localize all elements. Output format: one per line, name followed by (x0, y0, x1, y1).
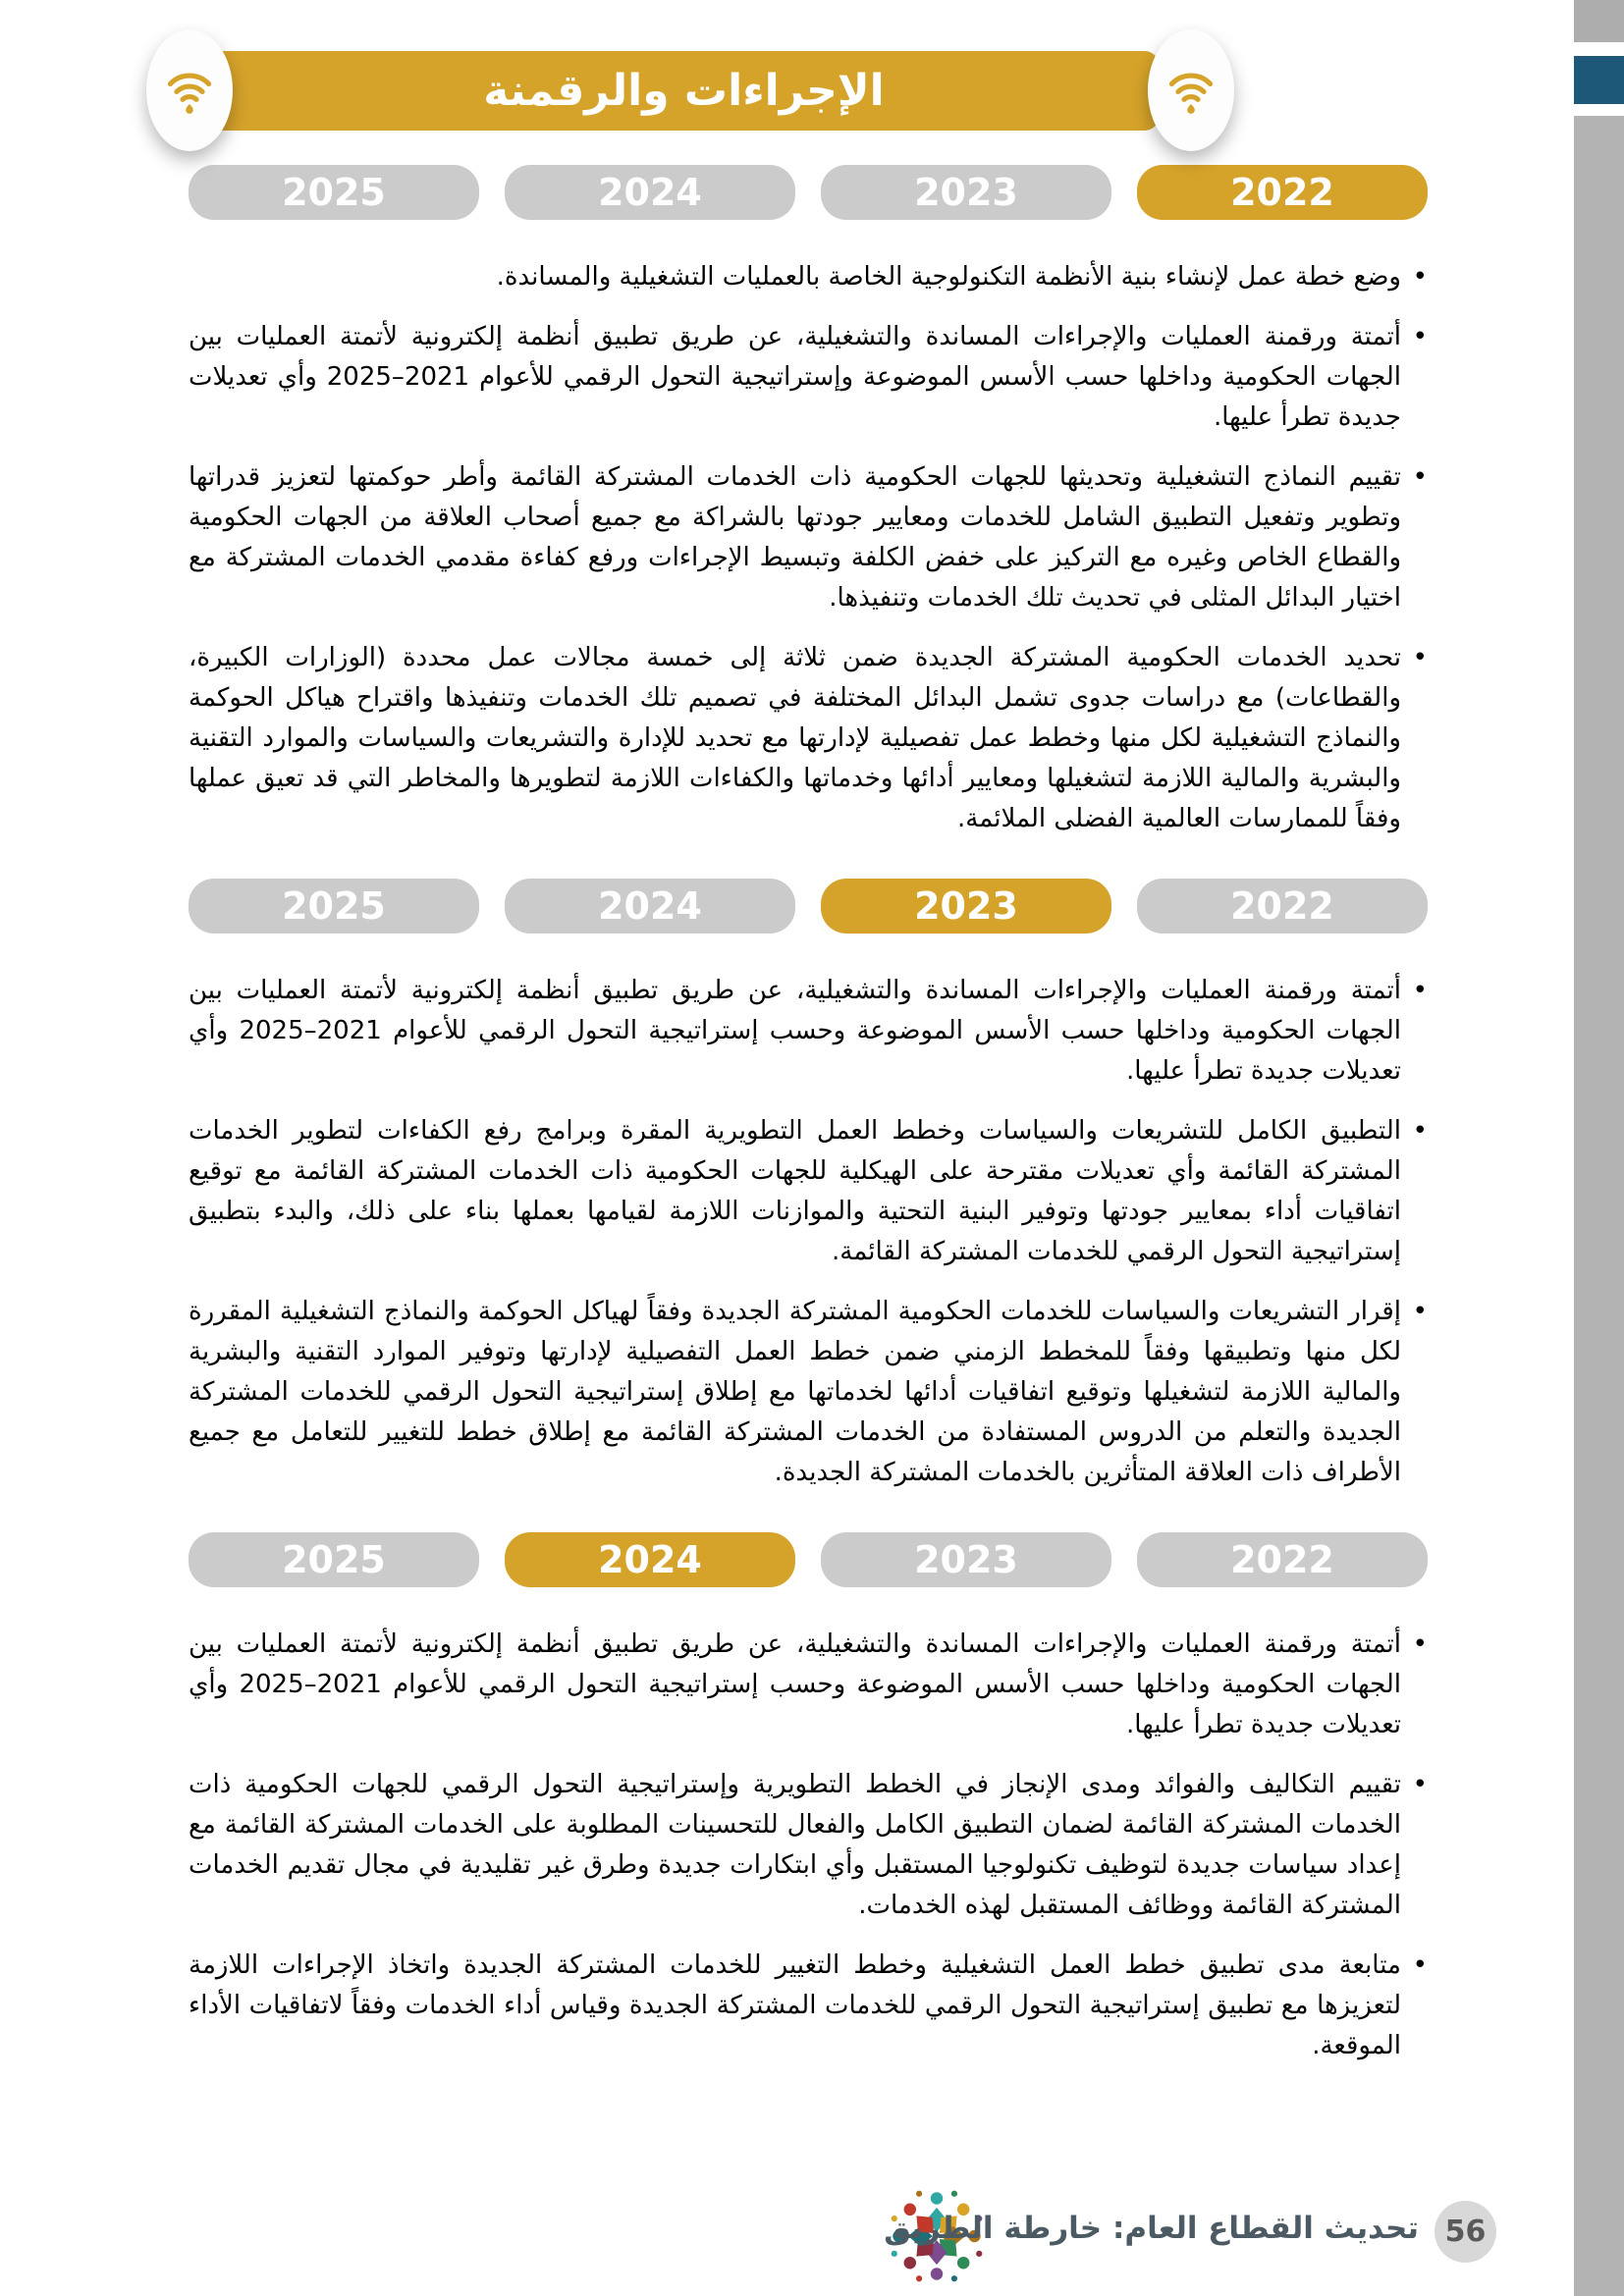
bullet-text: تقييم النماذج التشغيلية وتحديثها للجهات الحكومية ذات الخدمات المشتركة القائمة وأطر حوكمتها لتعزيز قدراتها وتطوير وتفعيل التطبيق الشامل للخدمات ومعايير جودتها بالشراكة مع جميع أصحاب العلاقة من الجهات الحكومية والقطاع الخاص وغيره مع التركيز على خفض الكلفة وتبسيط الإجراءات ورفع كفاءة مقدمي الخدمات المشتركة مع اختيار البدائل المثلى في تحديث تلك الخدمات وتنفيذها. (189, 462, 1401, 613)
year-section (189, 879, 1428, 1493)
bullet-text: إقرار التشريعات والسياسات للخدمات الحكومية المشتركة الجديدة وفقاً لهياكل الحوكمة والنماذج التشغيلية المقررة لكل منها وتطبيقها وفقاً للمخطط الزمني ضمن خطط العمل التفصيلية لإدارتها وتوفير الموارد التقنية والبشرية والمالية اللازمة لتشغيلها وتوقيع اتفاقيات أدائها لخدماتها مع إطلاق إستراتيجية التحول الرقمي للخدمات المشتركة الجديدة والتعلم من الدروس المستفادة من الخدمات المشتركة القائمة مع إطلاق خطط للتغيير للتعامل مع جميع الأطراف ذات العلاقة المتأثرين بالخدمات المشتركة الجديدة. (189, 1297, 1401, 1487)
bullet-text: أتمتة ورقمنة العمليات والإجراءات المساندة والتشغيلية، عن طريق تطبيق أنظمة إلكترونية لأتمتة العمليات بين الجهات الحكومية وداخلها حسب الأسس الموضوعة وحسب إستراتيجية التحول الرقمي للأعوام 2021–2025 وأي تعديلات جديدة تطرأ عليها. (189, 1629, 1401, 1739)
year-tab-2023-active: 2023 (821, 879, 1111, 934)
bullet-item (189, 257, 1428, 297)
bullet-item (189, 457, 1428, 618)
footer-title: تحديث القطاع العام: خارطة الطريق (884, 2211, 1419, 2246)
bullet-dot: • (1412, 322, 1428, 351)
year-tab-2025: 2025 (189, 165, 479, 220)
bullet-text: تحديد الخدمات الحكومية المشتركة الجديدة ضمن ثلاثة إلى خمسة مجالات عمل محددة (الوزارات الكبيرة، والقطاعات) مع دراسات جدوى تشمل البدائل المختلفة في تصميم تلك الخدمات وتنفيذها واقتراح هياكل الحوكمة والنماذج التشغيلية لكل منها وخطط عمل تفصيلية لإدارتها مع تحديد للإدارة والتشريعات والسياسات والموارد التقنية والبشرية والمالية اللازمة لتشغيلها ومعايير أدائها وخدماتها والكفاءات اللازمة لتطويرها والمخاطر التي قد تعيق عملها وفقاً للممارسات العالمية الفضلى الملائمة. (189, 643, 1401, 833)
bullet-dot: • (1412, 1297, 1428, 1326)
header-banner (209, 51, 1159, 131)
bullet-item (189, 1292, 1428, 1493)
year-tab-2022: 2022 (1137, 879, 1428, 934)
bullet-text: أتمتة ورقمنة العمليات والإجراءات المساندة والتشغيلية، عن طريق تطبيق أنظمة إلكترونية لأتمتة العمليات بين الجهات الحكومية وداخلها حسب الأسس الموضوعة وإستراتيجية التحول الرقمي للأعوام 2021–2025 وأي تعديلات جديدة تطرأ عليها. (189, 322, 1402, 432)
bullet-text: وضع خطة عمل لإنشاء بنية الأنظمة التكنولوجية الخاصة بالعمليات التشغيلية والمساندة. (496, 262, 1401, 292)
wifi-icon (146, 29, 233, 151)
bullet-text: أتمتة ورقمنة العمليات والإجراءات المساندة والتشغيلية، عن طريق تطبيق أنظمة إلكترونية لأتمتة العمليات بين الجهات الحكومية وداخلها حسب الأسس الموضوعة وحسب إستراتيجية التحول الرقمي للأعوام 2021–2025 وأي تعديلات جديدة تطرأ عليها. (189, 976, 1401, 1086)
year-tab-2023: 2023 (821, 165, 1111, 220)
year-tab-2025: 2025 (189, 1532, 479, 1587)
bullet-item (189, 317, 1428, 438)
side-accent-gray-bar (1574, 116, 1624, 2296)
bullet-text: التطبيق الكامل للتشريعات والسياسات وخطط العمل التطويرية المقرة وبرامج رفع الكفاءات لتطوير الخدمات المشتركة القائمة وأي تعديلات مقترحة على الهيكلية للجهات الحكومية ذات الخدمات المشتركة القائمة مع توقيع اتفاقيات أداء بمعايير جودتها وتوفير البنية التحتية والموازنات اللازمة لقيامها بعملها بناء على ذلك، والبدء بتطبيق إستراتيجية التحول الرقمي للخدمات المشتركة القائمة. (189, 1116, 1401, 1266)
bullet-dot: • (1412, 1770, 1428, 1799)
year-tab-2023: 2023 (821, 1532, 1111, 1587)
year-tab-2022: 2022 (1137, 1532, 1428, 1587)
bullet-dot: • (1412, 1116, 1428, 1146)
bullet-dot: • (1412, 462, 1428, 492)
bullet-item (189, 1946, 1428, 2066)
wifi-icon (1148, 29, 1234, 151)
bullet-dot: • (1412, 976, 1428, 1005)
bullet-dot: • (1412, 643, 1428, 672)
page-number-badge: 56 (1435, 2201, 1496, 2263)
year-tab-2024-active: 2024 (505, 1532, 795, 1587)
year-section (189, 165, 1428, 839)
bullet-text: متابعة مدى تطبيق خطط العمل التشغيلية وخطط التغيير للخدمات المشتركة الجديدة واتخاذ الإجراءات اللازمة لتعزيزها مع تطبيق إستراتيجية التحول الرقمي للخدمات المشتركة الجديدة وقياس أداء الخدمات وفقاً لاتفاقيات الأداء الموقعة. (189, 1950, 1401, 2060)
side-accent-blue (1574, 56, 1624, 104)
year-tabs-row (189, 1532, 1428, 1587)
year-tabs-row (189, 879, 1428, 934)
year-tab-2024: 2024 (505, 879, 795, 934)
content-area (189, 165, 1428, 2106)
year-tab-2024: 2024 (505, 165, 795, 220)
bullet-dot: • (1412, 1950, 1428, 1980)
bullet-dot: • (1412, 262, 1428, 292)
year-tab-2025: 2025 (189, 879, 479, 934)
bullet-dot: • (1412, 1629, 1428, 1659)
page-title: الإجراءات والرقمنة (483, 66, 885, 116)
bullet-item (189, 1765, 1428, 1926)
year-tabs-row (189, 165, 1428, 220)
bullet-item (189, 971, 1428, 1092)
year-section (189, 1532, 1428, 2066)
bullet-item (189, 638, 1428, 839)
bullet-text: تقييم التكاليف والفوائد ومدى الإنجاز في الخطط التطويرية وإستراتيجية التحول الرقمي للجهات الحكومية ذات الخدمات المشتركة القائمة لضمان التطبيق الكامل والفعال للتحسينات المطلوبة على الخدمات المشتركة القائمة مع إعداد سياسات جديدة لتوظيف تكنولوجيا المستقبل وأي ابتكارات جديدة وطرق غير تقليدية في مجال تقديم الخدمات المشتركة القائمة ووظائف المستقبل لهذه الخدمات. (189, 1770, 1401, 1920)
side-accent-gray-top (1574, 0, 1624, 42)
bullet-item (189, 1111, 1428, 1272)
bullet-item (189, 1625, 1428, 1745)
year-tab-2022-active: 2022 (1137, 165, 1428, 220)
